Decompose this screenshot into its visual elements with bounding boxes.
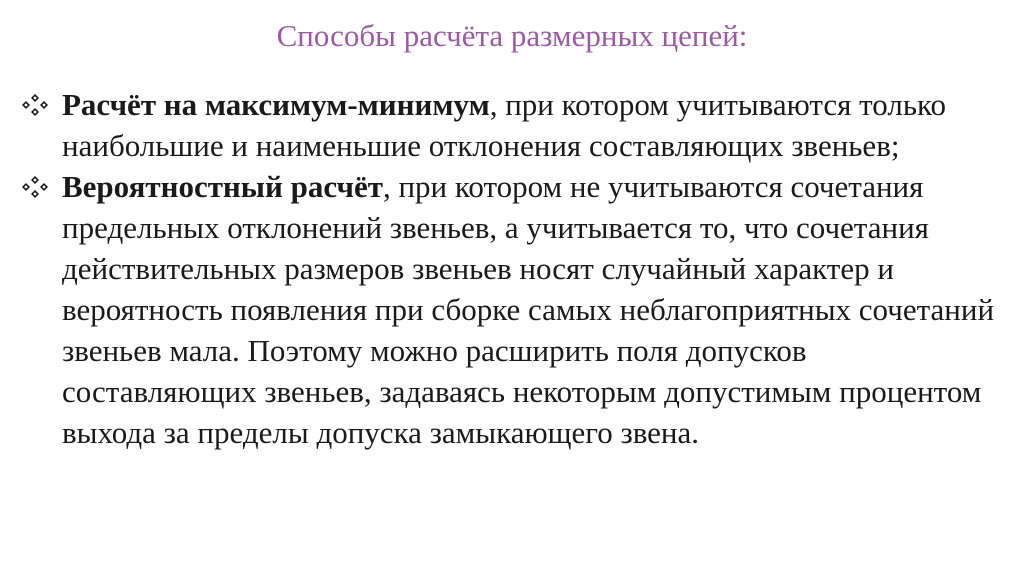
bullet-term: Расчёт на максимум-минимум [62, 87, 490, 122]
bullet-item [22, 166, 1002, 453]
slide-title: Способы расчёта размерных цепей: [276, 18, 748, 53]
bullet-text: , при котором не учитываются сочетания предельных отклонений звеньев, а учитывается то, что сочетания действительных размеров звеньев носят случайный характер и вероятность появления при сборке самых неблагоприятных сочетаний звеньев мала. Поэтому можно расширить поля допусков составляющих звеньев, задаваясь некоторым допустимым процентом выхода за пределы допуска замыкающего звена. [62, 169, 995, 450]
bullet-term: Вероятностный расчёт [62, 169, 383, 204]
four-diamonds-icon [22, 176, 52, 198]
bullet-list [22, 84, 1002, 453]
four-diamonds-icon [22, 94, 52, 116]
bullet-text: , при котором учитываются только наибольшие и наименьшие отклонения составляющих звеньев; [62, 87, 946, 163]
bullet-item [22, 84, 1002, 166]
